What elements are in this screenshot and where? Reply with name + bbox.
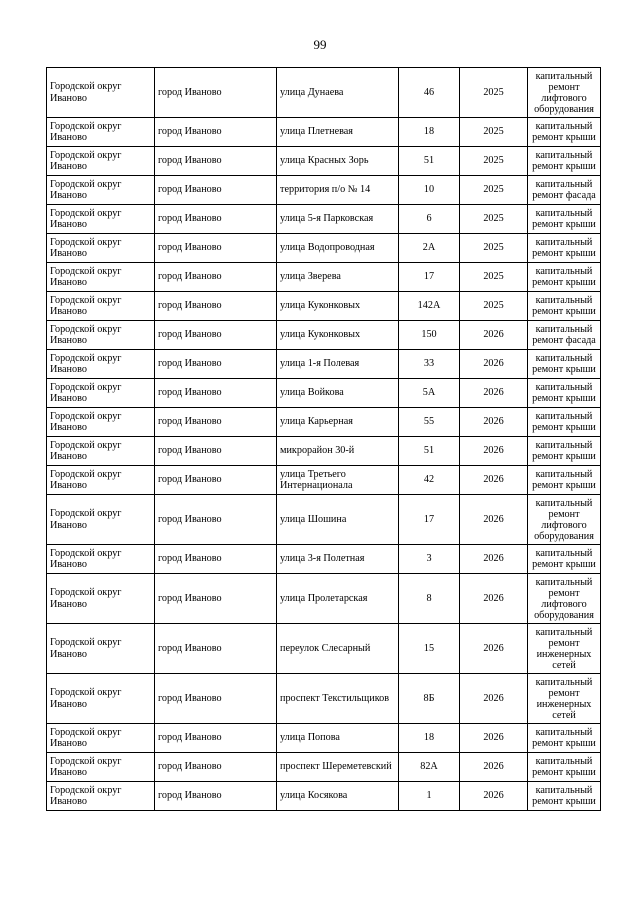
municipality-cell: Городской округ Иваново — [47, 234, 155, 263]
house-number-cell: 42 — [399, 466, 460, 495]
work-type-cell: капитальный ремонт крыши — [528, 466, 601, 495]
year-cell: 2025 — [460, 234, 528, 263]
work-type-cell: капитальный ремонт крыши — [528, 437, 601, 466]
table-row — [47, 68, 601, 118]
street-cell: улица Косякова — [277, 782, 399, 811]
table-row — [47, 292, 601, 321]
year-cell: 2026 — [460, 724, 528, 753]
repair-schedule-table — [46, 67, 601, 811]
table-row — [47, 545, 601, 574]
work-type-cell: капитальный ремонт крыши — [528, 263, 601, 292]
house-number-cell: 51 — [399, 147, 460, 176]
table-row — [47, 437, 601, 466]
locality-cell: город Иваново — [155, 68, 277, 118]
municipality-cell: Городской округ Иваново — [47, 624, 155, 674]
year-cell: 2025 — [460, 205, 528, 234]
work-type-cell: капитальный ремонт крыши — [528, 408, 601, 437]
table-row — [47, 408, 601, 437]
municipality-cell: Городской округ Иваново — [47, 782, 155, 811]
table-row — [47, 118, 601, 147]
house-number-cell: 46 — [399, 68, 460, 118]
table-row — [47, 379, 601, 408]
year-cell: 2025 — [460, 118, 528, 147]
work-type-cell: капитальный ремонт крыши — [528, 147, 601, 176]
year-cell: 2026 — [460, 379, 528, 408]
locality-cell: город Иваново — [155, 495, 277, 545]
house-number-cell: 142А — [399, 292, 460, 321]
work-type-cell: капитальный ремонт фасада — [528, 176, 601, 205]
municipality-cell: Городской округ Иваново — [47, 408, 155, 437]
year-cell: 2026 — [460, 545, 528, 574]
municipality-cell: Городской округ Иваново — [47, 466, 155, 495]
house-number-cell: 17 — [399, 263, 460, 292]
street-cell: улица Шошина — [277, 495, 399, 545]
municipality-cell: Городской округ Иваново — [47, 350, 155, 379]
work-type-cell: капитальный ремонт крыши — [528, 205, 601, 234]
table-row — [47, 753, 601, 782]
house-number-cell: 51 — [399, 437, 460, 466]
year-cell: 2026 — [460, 624, 528, 674]
house-number-cell: 150 — [399, 321, 460, 350]
table-row — [47, 466, 601, 495]
street-cell: улица Попова — [277, 724, 399, 753]
work-type-cell: капитальный ремонт крыши — [528, 782, 601, 811]
street-cell: улица Зверева — [277, 263, 399, 292]
house-number-cell: 17 — [399, 495, 460, 545]
year-cell: 2025 — [460, 68, 528, 118]
locality-cell: город Иваново — [155, 118, 277, 147]
year-cell: 2025 — [460, 263, 528, 292]
year-cell: 2026 — [460, 321, 528, 350]
street-cell: территория п/о № 14 — [277, 176, 399, 205]
municipality-cell: Городской округ Иваново — [47, 574, 155, 624]
municipality-cell: Городской округ Иваново — [47, 118, 155, 147]
work-type-cell: капитальный ремонт крыши — [528, 350, 601, 379]
table-row — [47, 263, 601, 292]
street-cell: улица Водопроводная — [277, 234, 399, 263]
street-cell: переулок Слесарный — [277, 624, 399, 674]
year-cell: 2026 — [460, 408, 528, 437]
house-number-cell: 3 — [399, 545, 460, 574]
house-number-cell: 6 — [399, 205, 460, 234]
street-cell: улица Войкова — [277, 379, 399, 408]
year-cell: 2026 — [460, 495, 528, 545]
locality-cell: город Иваново — [155, 234, 277, 263]
table-row — [47, 674, 601, 724]
work-type-cell: капитальный ремонт лифтового оборудования — [528, 68, 601, 118]
house-number-cell: 5А — [399, 379, 460, 408]
municipality-cell: Городской округ Иваново — [47, 321, 155, 350]
locality-cell: город Иваново — [155, 624, 277, 674]
work-type-cell: капитальный ремонт фасада — [528, 321, 601, 350]
locality-cell: город Иваново — [155, 176, 277, 205]
work-type-cell: капитальный ремонт крыши — [528, 292, 601, 321]
table-row — [47, 234, 601, 263]
municipality-cell: Городской округ Иваново — [47, 176, 155, 205]
table-row — [47, 321, 601, 350]
year-cell: 2026 — [460, 574, 528, 624]
house-number-cell: 8Б — [399, 674, 460, 724]
table-row — [47, 624, 601, 674]
page-number: 99 — [313, 37, 327, 52]
work-type-cell: капитальный ремонт лифтового оборудования — [528, 574, 601, 624]
municipality-cell: Городской округ Иваново — [47, 724, 155, 753]
table-body — [47, 68, 601, 811]
house-number-cell: 10 — [399, 176, 460, 205]
municipality-cell: Городской округ Иваново — [47, 545, 155, 574]
locality-cell: город Иваново — [155, 350, 277, 379]
house-number-cell: 8 — [399, 574, 460, 624]
locality-cell: город Иваново — [155, 379, 277, 408]
work-type-cell: капитальный ремонт инженерных сетей — [528, 624, 601, 674]
work-type-cell: капитальный ремонт инженерных сетей — [528, 674, 601, 724]
work-type-cell: капитальный ремонт крыши — [528, 545, 601, 574]
street-cell: улица Дунаева — [277, 68, 399, 118]
year-cell: 2026 — [460, 350, 528, 379]
year-cell: 2025 — [460, 176, 528, 205]
municipality-cell: Городской округ Иваново — [47, 263, 155, 292]
table-row — [47, 782, 601, 811]
municipality-cell: Городской округ Иваново — [47, 205, 155, 234]
locality-cell: город Иваново — [155, 205, 277, 234]
municipality-cell: Городской округ Иваново — [47, 674, 155, 724]
table-row — [47, 724, 601, 753]
locality-cell: город Иваново — [155, 574, 277, 624]
year-cell: 2026 — [460, 753, 528, 782]
locality-cell: город Иваново — [155, 292, 277, 321]
house-number-cell: 2А — [399, 234, 460, 263]
work-type-cell: капитальный ремонт крыши — [528, 379, 601, 408]
house-number-cell: 33 — [399, 350, 460, 379]
locality-cell: город Иваново — [155, 782, 277, 811]
municipality-cell: Городской округ Иваново — [47, 292, 155, 321]
municipality-cell: Городской округ Иваново — [47, 379, 155, 408]
locality-cell: город Иваново — [155, 466, 277, 495]
house-number-cell: 1 — [399, 782, 460, 811]
locality-cell: город Иваново — [155, 674, 277, 724]
table-row — [47, 147, 601, 176]
street-cell: улица Карьерная — [277, 408, 399, 437]
street-cell: улица 5-я Парковская — [277, 205, 399, 234]
work-type-cell: капитальный ремонт крыши — [528, 234, 601, 263]
locality-cell: город Иваново — [155, 147, 277, 176]
house-number-cell: 18 — [399, 118, 460, 147]
street-cell: улица Куконковых — [277, 292, 399, 321]
locality-cell: город Иваново — [155, 753, 277, 782]
year-cell: 2026 — [460, 437, 528, 466]
table-row — [47, 176, 601, 205]
locality-cell: город Иваново — [155, 545, 277, 574]
street-cell: улица Красных Зорь — [277, 147, 399, 176]
street-cell: улица Пролетарская — [277, 574, 399, 624]
municipality-cell: Городской округ Иваново — [47, 495, 155, 545]
municipality-cell: Городской округ Иваново — [47, 68, 155, 118]
table-row — [47, 574, 601, 624]
street-cell: проспект Текстильщиков — [277, 674, 399, 724]
street-cell: микрорайон 30-й — [277, 437, 399, 466]
locality-cell: город Иваново — [155, 724, 277, 753]
locality-cell: город Иваново — [155, 437, 277, 466]
locality-cell: город Иваново — [155, 321, 277, 350]
street-cell: улица Плетневая — [277, 118, 399, 147]
street-cell: улица 1-я Полевая — [277, 350, 399, 379]
municipality-cell: Городской округ Иваново — [47, 437, 155, 466]
year-cell: 2026 — [460, 466, 528, 495]
street-cell: проспект Шереметевский — [277, 753, 399, 782]
work-type-cell: капитальный ремонт крыши — [528, 118, 601, 147]
municipality-cell: Городской округ Иваново — [47, 753, 155, 782]
street-cell: улица Третьего Интернационала — [277, 466, 399, 495]
work-type-cell: капитальный ремонт крыши — [528, 724, 601, 753]
work-type-cell: капитальный ремонт крыши — [528, 753, 601, 782]
locality-cell: город Иваново — [155, 408, 277, 437]
house-number-cell: 55 — [399, 408, 460, 437]
table-row — [47, 205, 601, 234]
table-row — [47, 495, 601, 545]
municipality-cell: Городской округ Иваново — [47, 147, 155, 176]
year-cell: 2025 — [460, 147, 528, 176]
table-row — [47, 350, 601, 379]
street-cell: улица Куконковых — [277, 321, 399, 350]
house-number-cell: 18 — [399, 724, 460, 753]
house-number-cell: 82А — [399, 753, 460, 782]
locality-cell: город Иваново — [155, 263, 277, 292]
house-number-cell: 15 — [399, 624, 460, 674]
year-cell: 2026 — [460, 674, 528, 724]
street-cell: улица 3-я Полетная — [277, 545, 399, 574]
work-type-cell: капитальный ремонт лифтового оборудования — [528, 495, 601, 545]
year-cell: 2026 — [460, 782, 528, 811]
year-cell: 2025 — [460, 292, 528, 321]
